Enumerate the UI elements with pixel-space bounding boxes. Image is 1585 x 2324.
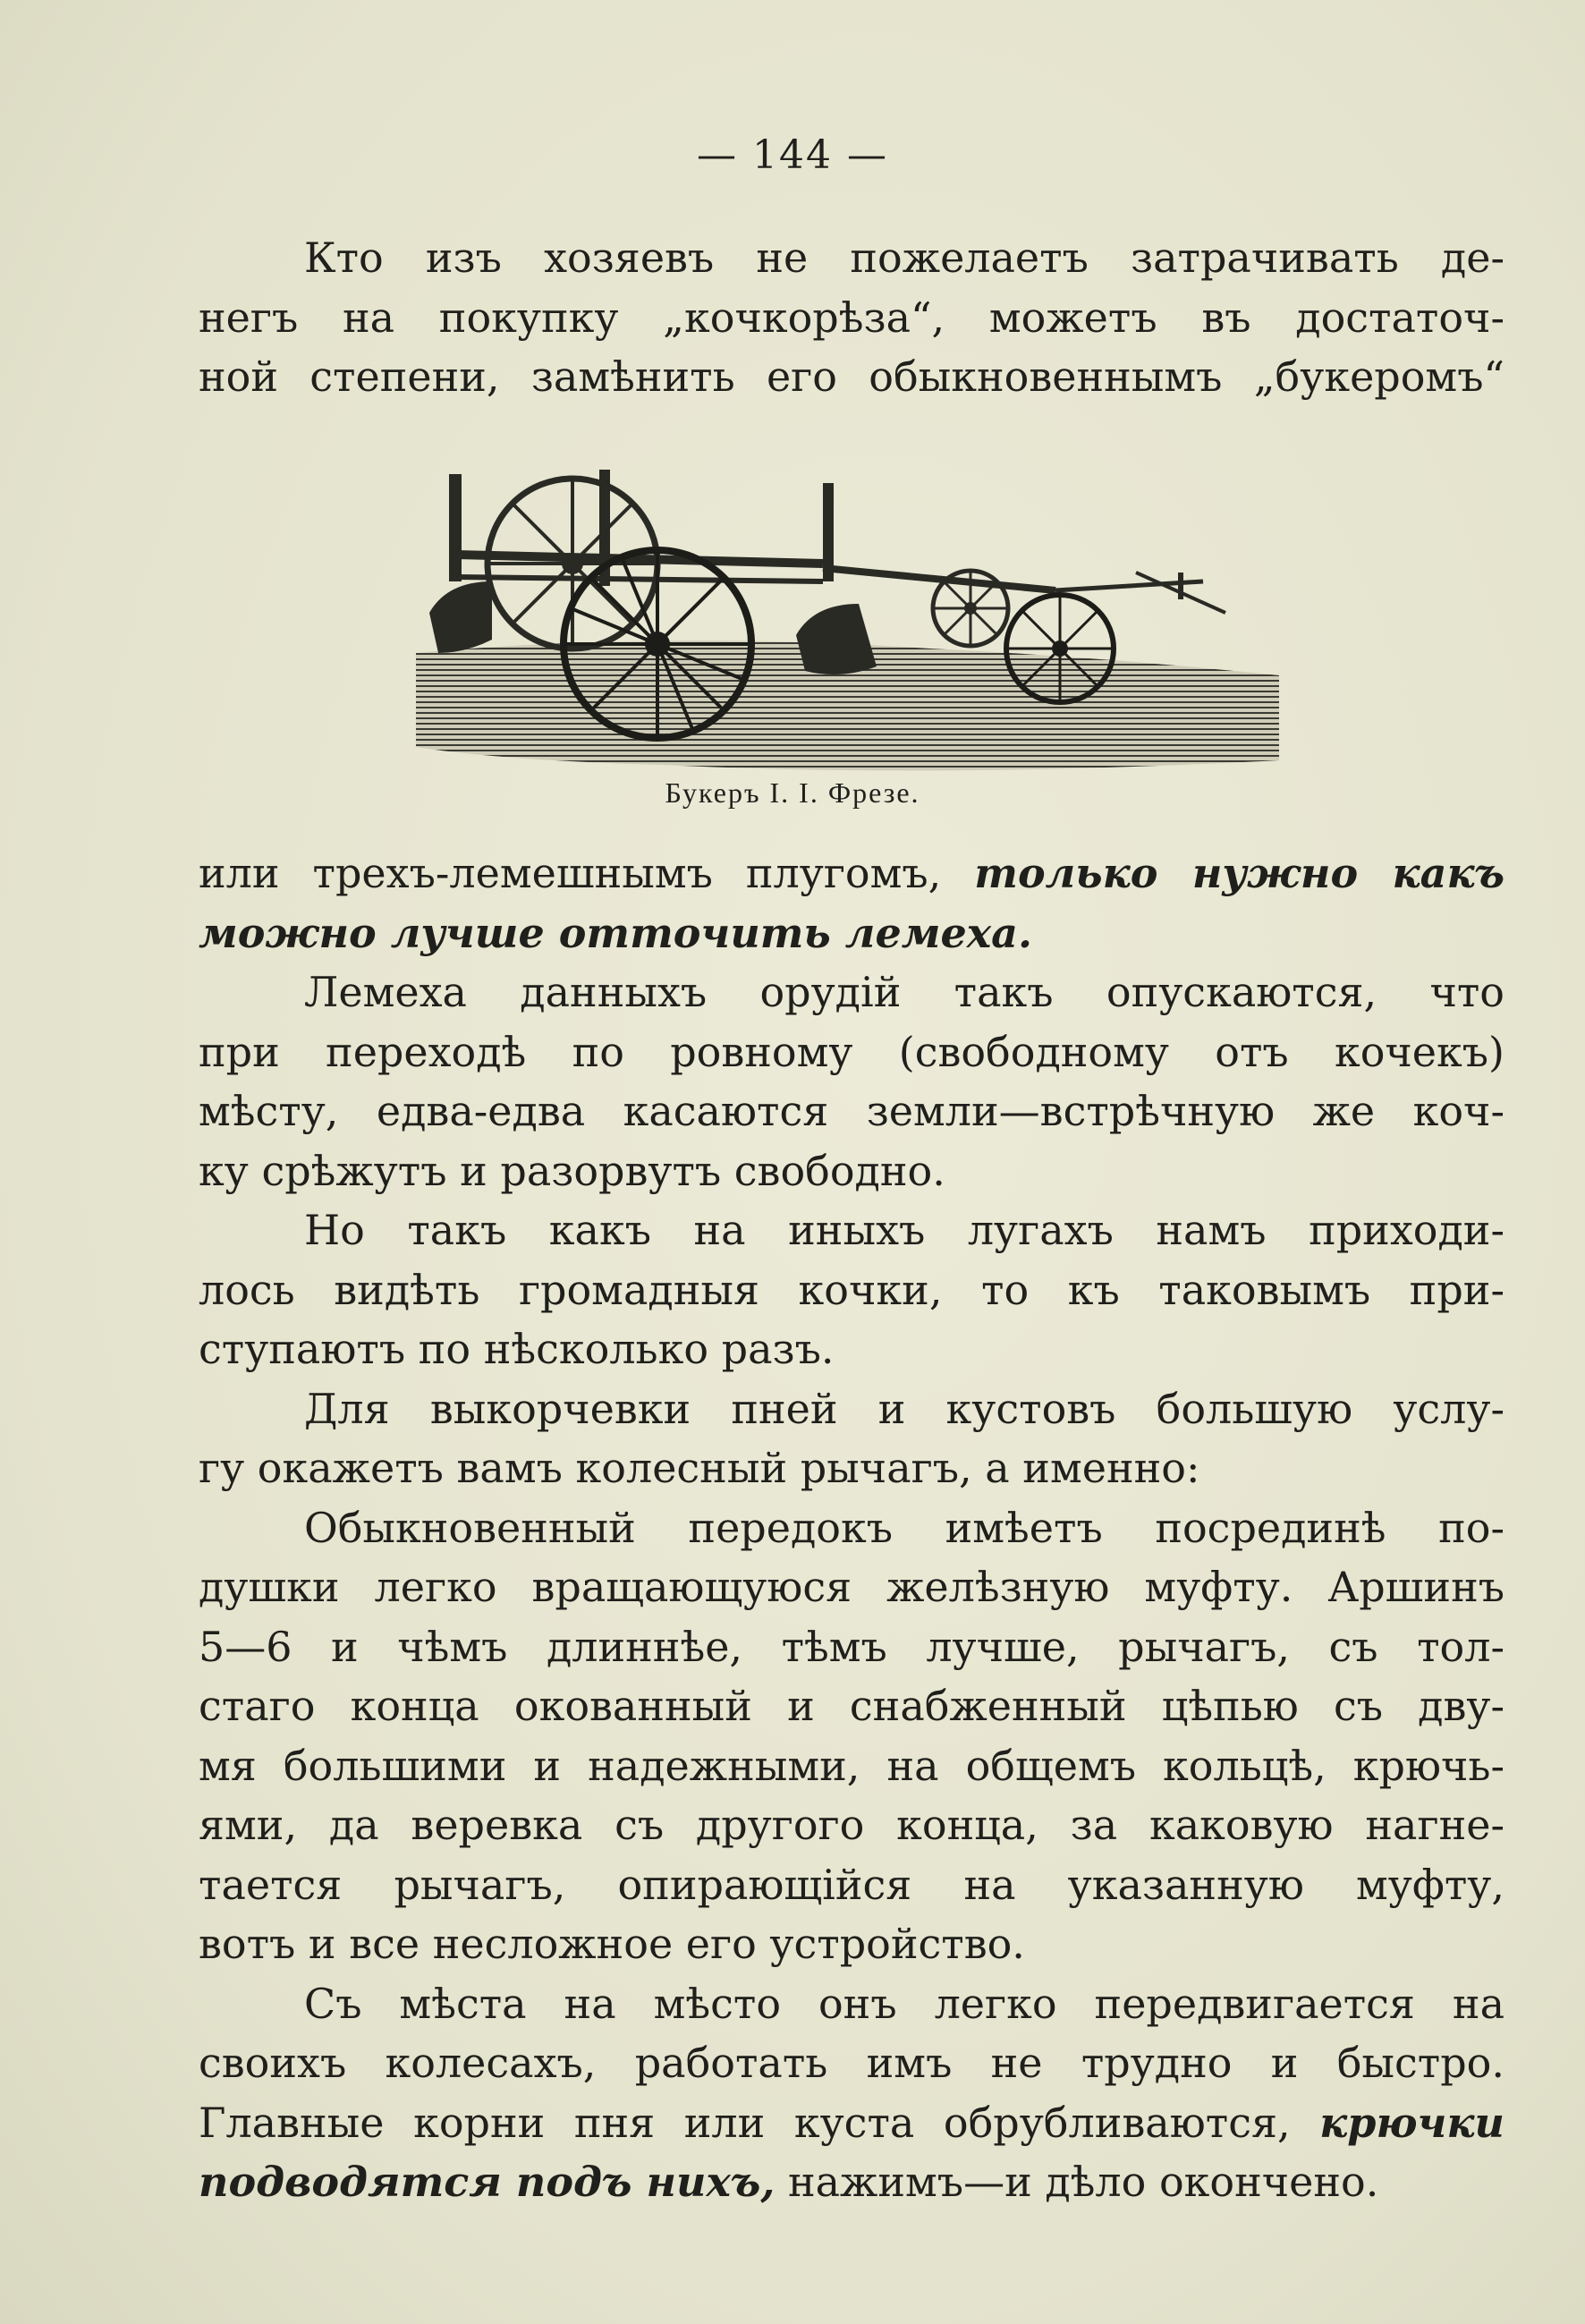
text-line: ной степени, замѣнить его обыкновеннымъ „букеромъ“ xyxy=(199,352,1504,401)
text-line: можно лучше отточить лемеха. xyxy=(199,908,1032,957)
text-line: ступаютъ по нѣсколько разъ. xyxy=(199,1325,835,1373)
text-line: ку срѣжутъ и разорвутъ свободно. xyxy=(199,1146,945,1195)
text-line: стаго конца окованный и снабженный цѣпью съ дву- xyxy=(199,1682,1504,1730)
text-line: душки легко вращающуюся желѣзную муфту. Аршинъ xyxy=(199,1563,1504,1611)
text-line: 5—6 и чѣмъ длиннѣе, тѣмъ лучше, рычагъ, съ тол- xyxy=(199,1622,1504,1671)
text-line: тается рычагъ, опирающiйся на указанную муфту, xyxy=(199,1860,1504,1909)
page-number: — 144 — xyxy=(697,132,888,178)
text-line xyxy=(199,844,1504,903)
text-line: своихъ колесахъ, работать имъ не трудно и быстро. xyxy=(199,2039,1504,2087)
text-line: Лемеха данныхъ орудiй такъ опускаются, что xyxy=(304,968,1504,1016)
text-line: ями, да веревка съ другого конца, за каковую нагне- xyxy=(199,1801,1504,1849)
text-italic: подводятся подъ нихъ, xyxy=(199,2158,776,2206)
text-line: Съ мѣста на мѣсто онъ легко передвигается на xyxy=(304,1979,1504,2028)
main-text xyxy=(199,844,1504,2212)
text-normal: Главные корни пня или куста обрубливаются, xyxy=(199,2098,1291,2147)
text-line: Но такъ какъ на иныхъ лугахъ намъ приходи- xyxy=(304,1206,1504,1254)
text-normal: нажимъ—и дѣло окончено. xyxy=(787,2158,1379,2206)
text-italic: только нужно какъ xyxy=(974,849,1504,897)
intro-paragraph xyxy=(199,228,1504,407)
text-line: гу окажетъ вамъ колесный рычагъ, а именно: xyxy=(199,1444,1200,1492)
text-line: мя большими и надежными, на общемъ кольцѣ, крючь- xyxy=(199,1741,1504,1790)
text-line: лось видѣть громадныя кочки, то къ таковымъ при- xyxy=(199,1265,1504,1314)
text-line: вотъ и все несложное его устройство. xyxy=(199,1920,1025,1968)
text-line xyxy=(199,2093,1504,2153)
bucker-plough-illustration xyxy=(394,447,1288,778)
text-line: мѣсту, едва-едва касаются земли—встрѣчную же коч- xyxy=(199,1087,1504,1135)
text-line xyxy=(199,2152,1504,2212)
figure-caption: Букеръ I. I. Фрезе. xyxy=(665,776,920,809)
text-line: Обыкновенный передокъ имѣетъ посрединѣ по- xyxy=(304,1503,1504,1552)
text-line: при переходѣ по ровному (свободному отъ кочекъ) xyxy=(199,1027,1504,1076)
text-line: негъ на покупку „кочкорѣза“, можетъ въ достаточ- xyxy=(199,293,1504,342)
text-line: Кто изъ хозяевъ не пожелаетъ затрачивать де- xyxy=(304,233,1504,282)
text-italic: крючки xyxy=(1319,2098,1504,2147)
text-normal: или трехъ-лемешнымъ плугомъ, xyxy=(199,849,942,897)
text-line: Для выкорчевки пней и кустовъ большую услу- xyxy=(304,1384,1504,1433)
